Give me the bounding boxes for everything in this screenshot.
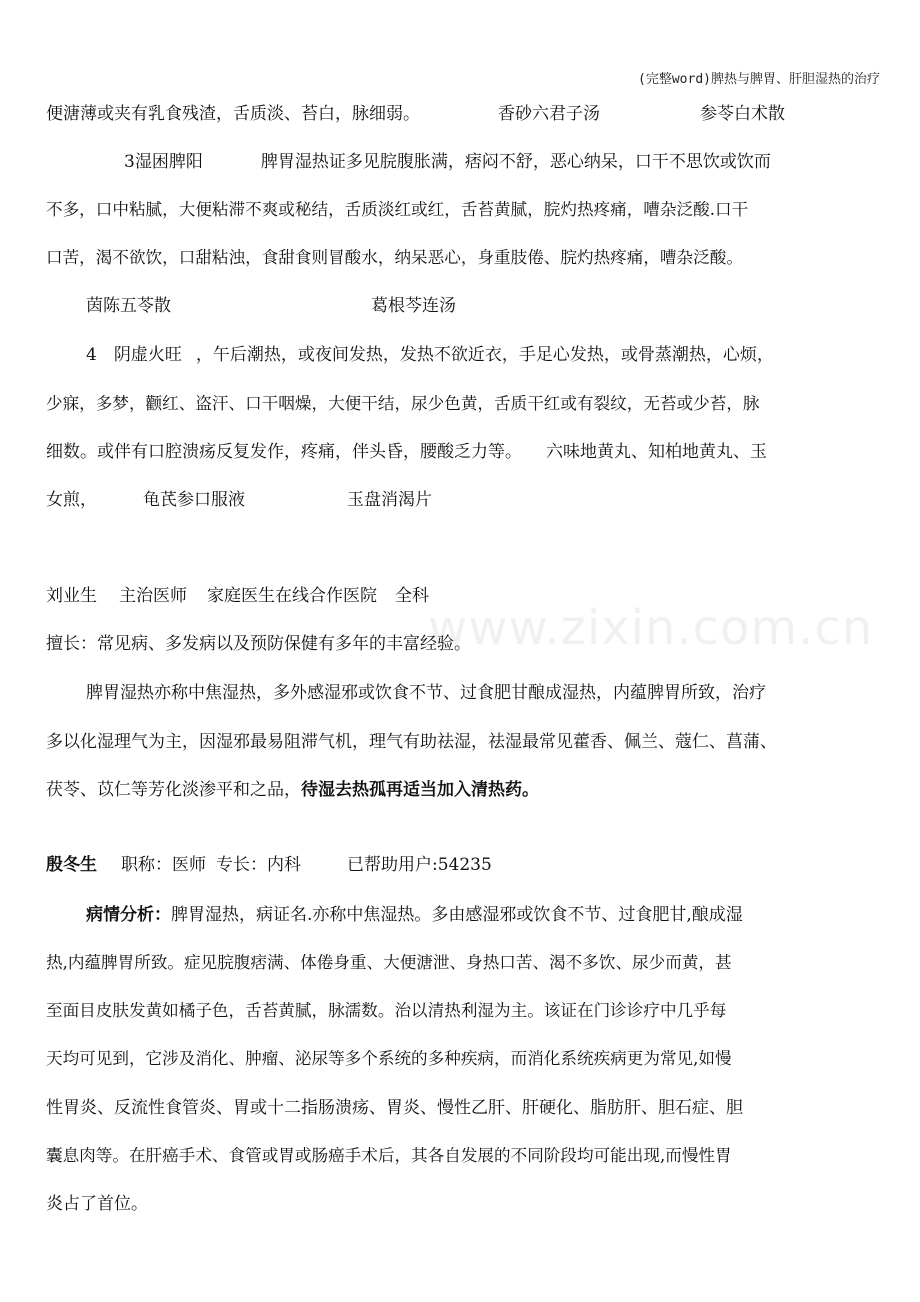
item3-line1 [46, 150, 878, 174]
doctor1-title: 主治医师 [119, 586, 187, 606]
item4-line1 [46, 343, 878, 367]
watermark: www.zixin.com.cn [428, 600, 874, 656]
doctor2-line4: 天均可见到，它涉及消化、肿瘤、泌尿等多个系统的多种疾病，而消化系统疾病更为常见,如慢 [46, 1049, 732, 1068]
doctor1-dept: 全科 [395, 586, 429, 606]
doctor1-hospital: 家庭医生在线合作医院 [207, 586, 377, 606]
prescription-guiqi: 龟芪参口服液 [143, 490, 245, 510]
doctor1-info [46, 584, 878, 608]
doctor2-line2: 热,内蕴脾胃所致。症见脘腹痞满、体倦身重、大便溏泄、身热口苦、渴不多饮、尿少而黄，甚 [46, 953, 732, 972]
item4-text-4a: 女煎， [46, 490, 97, 510]
top-line [46, 102, 878, 126]
prescription-shenling: 参苓白术散 [700, 104, 785, 124]
item4-text-3: 细数。或伴有口腔溃疡反复发作，疼痛，伴头昏，腰酸乏力等。 [46, 442, 522, 462]
item4-line3 [46, 440, 878, 464]
item3-prescriptions [46, 294, 878, 318]
doctor2-info [46, 853, 878, 877]
item3-text-1: 脾胃湿热证多见脘腹胀满，痞闷不舒，恶心纳呆，口干不思饮或饮而 [260, 152, 771, 172]
prescription-gegen: 葛根芩连汤 [371, 296, 456, 316]
item3-line2: 不多，口中粘腻，大便粘滞不爽或秘结，舌质淡红或红，舌苔黄腻，脘灼热疼痛，嘈杂泛酸.口干 [46, 200, 749, 219]
top-line-text: 便溏薄或夹有乳食残渣，舌质淡、苔白，脉细弱。 [46, 104, 420, 124]
item4-line2: 少寐，多梦，颧红、盗汗、口干咽燥，大便干结，尿少色黄，舌质干红或有裂纹，无苔或少苔，脉 [46, 394, 760, 413]
prescription-yinchen: 茵陈五苓散 [86, 296, 171, 316]
prescription-xiangsha: 香砂六君子汤 [498, 104, 600, 124]
doctor2-specialty: 专长：内科 [216, 855, 301, 875]
doctor2-line1 [46, 903, 878, 927]
item4-line4 [46, 488, 878, 512]
doctor2-line3: 至面目皮肤发黄如橘子色，舌苔黄腻，脉濡数。治以清热利湿为主。该证在门诊诊疗中几乎每 [46, 1001, 727, 1020]
item4-text-1: ，午后潮热，或夜间发热，发热不欲近衣，手足心发热，或骨蒸潮热，心烦， [195, 345, 774, 365]
doctor2-line7: 炎占了首位。 [46, 1194, 148, 1214]
doctor2-helped: 已帮助用户:54235 [347, 855, 492, 875]
doctor2-line5: 性胃炎、反流性食管炎、胃或十二指肠溃疡、胃炎、慢性乙肝、肝硬化、脂肪肝、胆石症、胆 [46, 1098, 743, 1118]
doctor1-text-3: 茯苓、苡仁等芳化淡渗平和之品， [46, 780, 301, 800]
doctor1-name: 刘业生 [46, 586, 97, 606]
doctor1-paragraph-1 [46, 681, 878, 705]
analysis-label: 病情分析： [86, 905, 171, 925]
doctor2-title: 职称：医师 [121, 855, 206, 875]
doctor1-text-1: 脾胃湿热亦称中焦湿热，多外感湿邪或饮食不节、过食肥甘酿成湿热，内蕴脾胃所致，治疗 [86, 683, 766, 703]
prescription-yupan: 玉盘消渴片 [347, 490, 432, 510]
doctor1-specialty: 擅长：常见病、多发病以及预防保健有多年的丰富经验。 [46, 634, 471, 654]
item3-line3: 口苦，渴不欲饮，口甜粘浊，食甜食则冒酸水，纳呆恶心，身重肢倦、脘灼热疼痛，嘈杂泛酸。 [46, 248, 743, 267]
prescription-liuwei: 六味地黄丸、知柏地黄丸、玉 [546, 442, 767, 462]
doctor1-paragraph-2: 多以化湿理气为主，因湿邪最易阻滞气机，理气有助祛湿，祛湿最常见藿香、佩兰、蔻仁、菖蒲、 [46, 732, 777, 752]
doctor2-line6: 囊息肉等。在肝癌手术、食管或胃或肠癌手术后，其各自发展的不同阶段均可能出现,而慢性胃 [46, 1146, 732, 1165]
doctor2-name: 殷冬生 [46, 855, 97, 875]
doctor1-paragraph-3 [46, 778, 878, 802]
item3-label: 3湿困脾阳 [124, 152, 203, 172]
item4-label: 4 阴虚火旺 [86, 345, 182, 365]
doctor2-text-1: 脾胃湿热，病证名.亦称中焦湿热。多由感湿邪或饮食不节、过食肥甘,酿成湿 [171, 905, 743, 925]
doctor1-bold-advice: 待湿去热孤再适当加入清热药。 [301, 780, 539, 800]
page-header: (完整word)脾热与脾胃、肝胆湿热的治疗 [638, 72, 880, 87]
